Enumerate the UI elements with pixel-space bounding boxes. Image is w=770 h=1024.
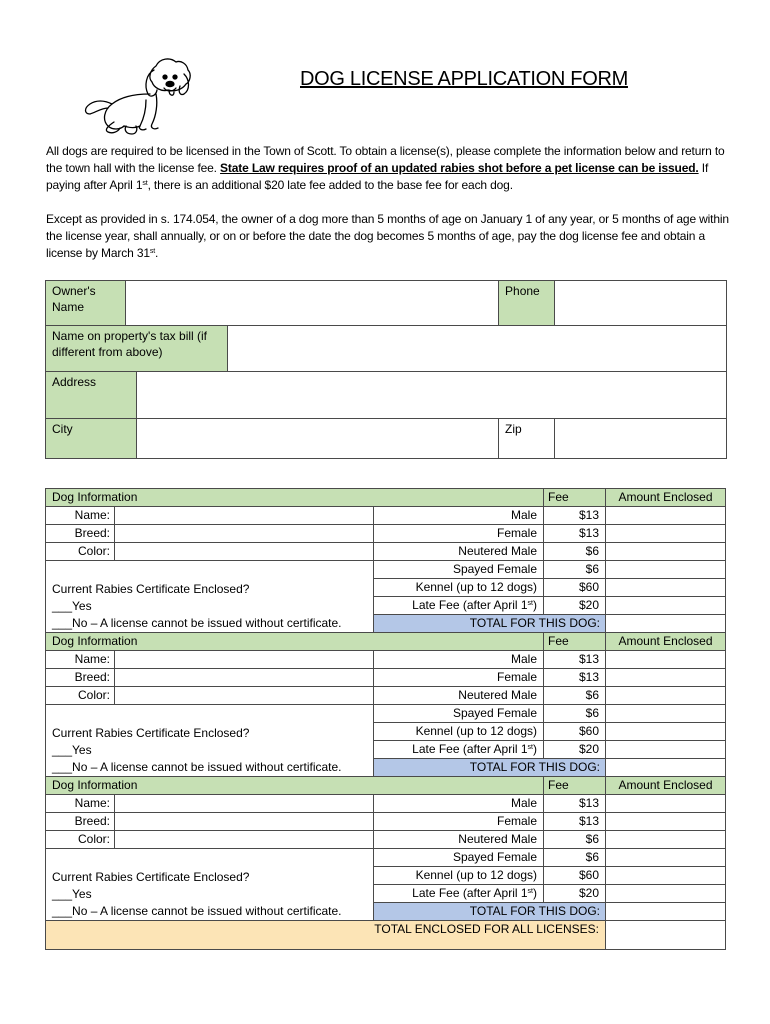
- late-fee-sup: st: [527, 888, 533, 895]
- fee-header: Fee: [544, 633, 606, 651]
- statute-paragraph: [46, 211, 736, 262]
- statute-end: .: [155, 246, 159, 260]
- dog-fee-row: [46, 525, 726, 543]
- intro-text-c: , there is an additional $20 late fee added to the base fee for each dog.: [147, 178, 513, 192]
- total-for-this-dog-label: TOTAL FOR THIS DOG:: [374, 615, 606, 633]
- amount-enclosed-header: Amount Enclosed: [606, 777, 726, 795]
- dog-header-row: [46, 633, 726, 651]
- tax-bill-name-field[interactable]: [228, 326, 727, 372]
- dog-name-field[interactable]: [115, 507, 374, 525]
- dog-color-label: Color:: [46, 831, 115, 849]
- dog-fee-row: [46, 813, 726, 831]
- dog-color-field[interactable]: [115, 831, 374, 849]
- grand-total-field[interactable]: [606, 921, 726, 950]
- fee-header: Fee: [544, 489, 606, 507]
- amount-enclosed-field[interactable]: [606, 561, 726, 579]
- amount-enclosed-field[interactable]: [606, 885, 726, 903]
- amount-enclosed-field[interactable]: [606, 705, 726, 723]
- dog-fee-row: [46, 831, 726, 849]
- statute-sup: st: [149, 248, 156, 255]
- amount-enclosed-field[interactable]: [606, 669, 726, 687]
- dog-header-row: [46, 489, 726, 507]
- rabies-certificate-question: [46, 561, 374, 633]
- phone-field[interactable]: [555, 281, 727, 326]
- fee-type-label: Spayed Female: [374, 705, 544, 723]
- dog-name-label: Name:: [46, 651, 115, 669]
- fee-type-label: Neutered Male: [374, 831, 544, 849]
- amount-enclosed-field[interactable]: [606, 795, 726, 813]
- fee-type-label: Male: [374, 795, 544, 813]
- fee-value: $6: [544, 543, 606, 561]
- rabies-question-text: Current Rabies Certificate Enclosed?: [52, 726, 250, 740]
- intro-text-b: If paying after April 1: [46, 161, 709, 192]
- fee-value: $13: [544, 525, 606, 543]
- fee-value: $60: [544, 579, 606, 597]
- fee-value: $60: [544, 867, 606, 885]
- dog-info-table: [45, 488, 726, 950]
- amount-enclosed-field[interactable]: [606, 597, 726, 615]
- dog-info-header: Dog Information: [46, 489, 544, 507]
- dog-breed-field[interactable]: [115, 525, 374, 543]
- dog-color-label: Color:: [46, 543, 115, 561]
- fee-header: Fee: [544, 777, 606, 795]
- fee-type-label: Male: [374, 651, 544, 669]
- fee-type-label: Female: [374, 669, 544, 687]
- dog-fee-row: [46, 561, 726, 579]
- fee-value: $13: [544, 669, 606, 687]
- dog-logo-icon: [78, 56, 196, 136]
- dog-fee-row: [46, 651, 726, 669]
- amount-enclosed-field[interactable]: [606, 525, 726, 543]
- fee-type-label: [374, 741, 544, 759]
- fee-value: $6: [544, 561, 606, 579]
- amount-enclosed-field[interactable]: [606, 543, 726, 561]
- address-label: Address: [46, 372, 137, 419]
- dog-fee-row: [46, 795, 726, 813]
- dog-name-label: Name:: [46, 795, 115, 813]
- total-for-this-dog-label: TOTAL FOR THIS DOG:: [374, 759, 606, 777]
- fee-type-label: [374, 885, 544, 903]
- amount-enclosed-field[interactable]: [606, 687, 726, 705]
- dog-breed-field[interactable]: [115, 813, 374, 831]
- intro-text-a: All dogs are required to be licensed in the Town of Scott. To obtain a license(s), please complete the information below and return to the town hall with the license fee.: [46, 144, 725, 175]
- dog-info-header: Dog Information: [46, 633, 544, 651]
- fee-type-label: Kennel (up to 12 dogs): [374, 867, 544, 885]
- rabies-no-option[interactable]: ___No – A license cannot be issued without certificate.: [52, 616, 342, 630]
- fee-value: $20: [544, 597, 606, 615]
- city-field[interactable]: [137, 419, 499, 459]
- fee-type-label: Male: [374, 507, 544, 525]
- fee-type-label: [374, 597, 544, 615]
- dog-breed-label: Breed:: [46, 525, 115, 543]
- fee-type-label: Kennel (up to 12 dogs): [374, 723, 544, 741]
- late-fee-close: ): [533, 598, 537, 612]
- rabies-requirement-notice: State Law requires proof of an updated rabies shot before a pet license can be issued.: [220, 161, 699, 175]
- dog-fee-row: [46, 669, 726, 687]
- tax-bill-name-label: Name on property's tax bill (if different from above): [46, 326, 228, 372]
- dog-fee-row: [46, 849, 726, 867]
- phone-label: Phone: [499, 281, 555, 326]
- dog-name-field[interactable]: [115, 651, 374, 669]
- late-fee-label: Late Fee (after April 1: [412, 742, 528, 756]
- dog-header-row: [46, 777, 726, 795]
- fee-value: $6: [544, 831, 606, 849]
- fee-type-label: Female: [374, 813, 544, 831]
- amount-enclosed-field[interactable]: [606, 813, 726, 831]
- intro-sup: st: [142, 180, 148, 187]
- fee-value: $6: [544, 705, 606, 723]
- late-fee-close: ): [533, 886, 537, 900]
- dog-name-field[interactable]: [115, 795, 374, 813]
- fee-type-label: Spayed Female: [374, 561, 544, 579]
- grand-total-label: TOTAL ENCLOSED FOR ALL LICENSES:: [46, 921, 606, 950]
- dog-total-field[interactable]: [606, 759, 726, 777]
- owner-info-table: [45, 280, 727, 459]
- grand-total-row: [46, 921, 726, 950]
- late-fee-label: Late Fee (after April 1: [412, 886, 528, 900]
- fee-value: $20: [544, 885, 606, 903]
- dog-breed-label: Breed:: [46, 669, 115, 687]
- dog-breed-field[interactable]: [115, 669, 374, 687]
- rabies-no-option[interactable]: ___No – A license cannot be issued without certificate.: [52, 904, 342, 918]
- late-fee-close: ): [533, 742, 537, 756]
- statute-text: Except as provided in s. 174.054, the owner of a dog more than 5 months of age on January 1 of any year, or 5 months of age within the license year, shall annually, or on or before the date the dog becomes 5 months of age, pay the dog license fee and obtain a license by March 31: [46, 212, 729, 260]
- amount-enclosed-header: Amount Enclosed: [606, 633, 726, 651]
- rabies-yes-option[interactable]: ___Yes: [52, 599, 92, 613]
- rabies-no-option[interactable]: ___No – A license cannot be issued without certificate.: [52, 760, 342, 774]
- fee-value: $13: [544, 813, 606, 831]
- fee-value: $13: [544, 795, 606, 813]
- fee-value: $13: [544, 651, 606, 669]
- rabies-yes-option[interactable]: ___Yes: [52, 743, 92, 757]
- dog-color-field[interactable]: [115, 543, 374, 561]
- fee-type-label: Spayed Female: [374, 849, 544, 867]
- rabies-certificate-question: [46, 849, 374, 921]
- address-field[interactable]: [137, 372, 727, 419]
- amount-enclosed-field[interactable]: [606, 507, 726, 525]
- amount-enclosed-field[interactable]: [606, 579, 726, 597]
- city-label: City: [46, 419, 137, 459]
- fee-type-label: Neutered Male: [374, 543, 544, 561]
- form-title: DOG LICENSE APPLICATION FORM: [300, 68, 628, 90]
- dog-total-field[interactable]: [606, 903, 726, 921]
- amount-enclosed-field[interactable]: [606, 831, 726, 849]
- dog-total-field[interactable]: [606, 615, 726, 633]
- amount-enclosed-field[interactable]: [606, 849, 726, 867]
- amount-enclosed-field[interactable]: [606, 867, 726, 885]
- dog-info-header: Dog Information: [46, 777, 544, 795]
- amount-enclosed-field[interactable]: [606, 741, 726, 759]
- zip-label: Zip: [499, 419, 555, 459]
- amount-enclosed-field[interactable]: [606, 651, 726, 669]
- zip-field[interactable]: [555, 419, 727, 459]
- amount-enclosed-field[interactable]: [606, 723, 726, 741]
- fee-value: $20: [544, 741, 606, 759]
- intro-paragraph: [46, 143, 736, 194]
- fee-type-label: Kennel (up to 12 dogs): [374, 579, 544, 597]
- owner-name-label: Owner's Name: [46, 281, 126, 326]
- dog-fee-row: [46, 507, 726, 525]
- fee-type-label: Female: [374, 525, 544, 543]
- fee-value: $6: [544, 687, 606, 705]
- fee-type-label: Neutered Male: [374, 687, 544, 705]
- late-fee-label: Late Fee (after April 1: [412, 598, 528, 612]
- dog-color-field[interactable]: [115, 687, 374, 705]
- amount-enclosed-header: Amount Enclosed: [606, 489, 726, 507]
- owner-name-field[interactable]: [126, 281, 499, 326]
- late-fee-sup: st: [527, 600, 533, 607]
- rabies-certificate-question: [46, 705, 374, 777]
- rabies-question-text: Current Rabies Certificate Enclosed?: [52, 582, 250, 596]
- dog-color-label: Color:: [46, 687, 115, 705]
- fee-value: $13: [544, 507, 606, 525]
- rabies-question-text: Current Rabies Certificate Enclosed?: [52, 870, 250, 884]
- dog-fee-row: [46, 687, 726, 705]
- fee-value: $6: [544, 849, 606, 867]
- dog-fee-row: [46, 543, 726, 561]
- dog-name-label: Name:: [46, 507, 115, 525]
- total-for-this-dog-label: TOTAL FOR THIS DOG:: [374, 903, 606, 921]
- fee-value: $60: [544, 723, 606, 741]
- dog-fee-row: [46, 705, 726, 723]
- rabies-yes-option[interactable]: ___Yes: [52, 887, 92, 901]
- dog-breed-label: Breed:: [46, 813, 115, 831]
- late-fee-sup: st: [527, 744, 533, 751]
